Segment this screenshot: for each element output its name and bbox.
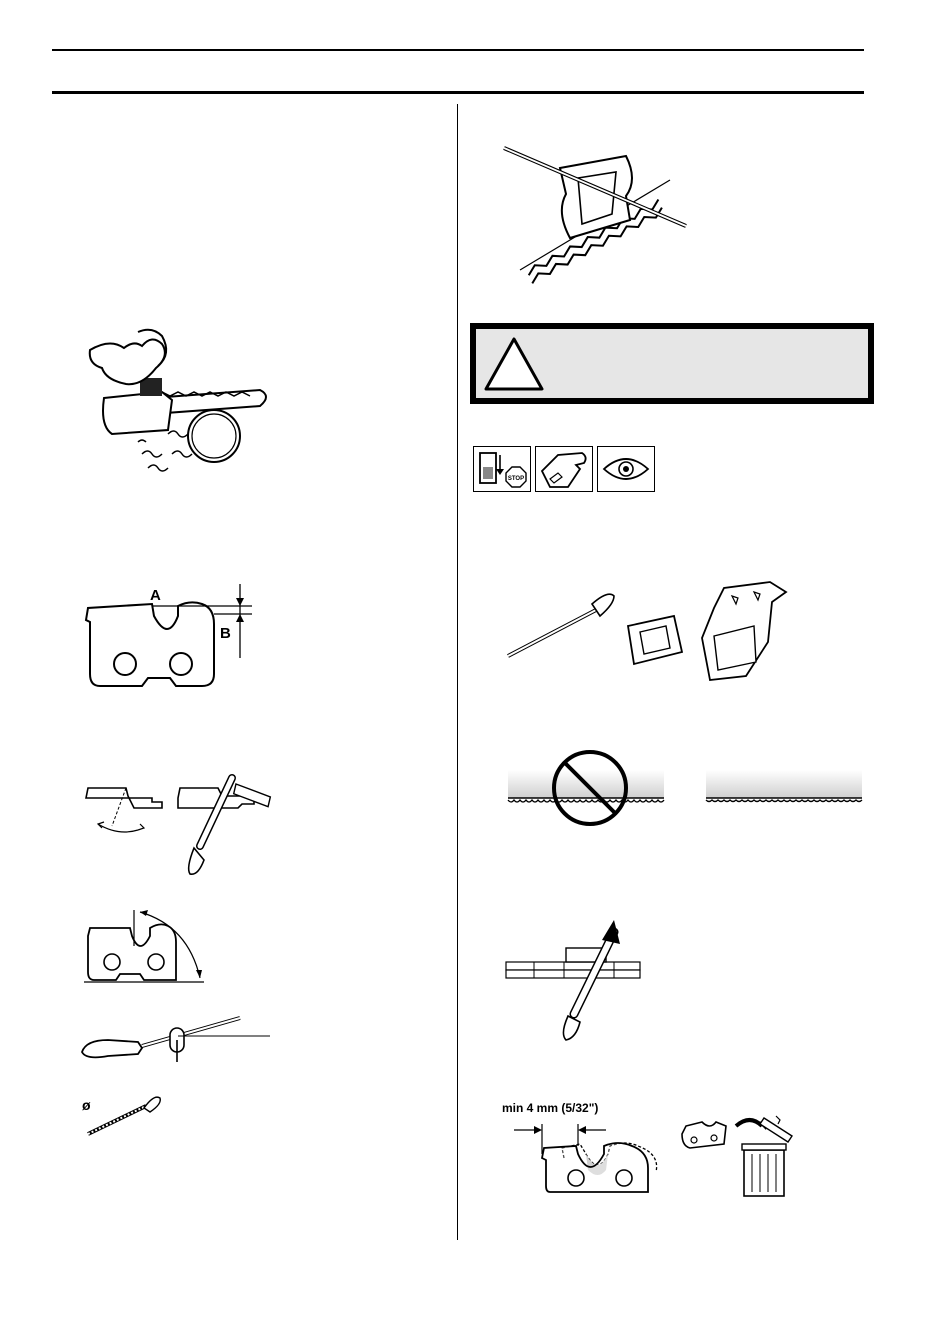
cutter-depth-gauge-diagram (78, 582, 268, 694)
stop-engine-icon (473, 446, 531, 492)
file-with-holder-illustration (80, 1010, 270, 1070)
column-divider (457, 104, 458, 1240)
header-rule-top (52, 49, 864, 51)
protective-gloves-icon (535, 446, 593, 492)
warning-box (470, 323, 874, 404)
diameter-symbol: ø (82, 1097, 91, 1113)
incorrect-file-guide-illustration (500, 140, 700, 280)
stop-sign-text: STOP (507, 476, 525, 482)
cutter-side-angle-diagram (84, 906, 214, 986)
warning-triangle-icon (484, 337, 544, 393)
filing-angle-diagram (82, 764, 282, 884)
chain-surface-comparison (508, 752, 864, 832)
label-b: B (220, 625, 231, 642)
discard-cutter-illustration (680, 1112, 800, 1198)
header-rule-bottom (52, 91, 864, 94)
chainsaw-cutting-illustration (82, 330, 272, 480)
minimum-cutter-wear-diagram (510, 1118, 670, 1202)
eye-protection-icon (597, 446, 655, 492)
depth-gauge-filing-illustration (504, 918, 644, 1040)
min-wear-label: min 4 mm (5/32") (502, 1101, 599, 1115)
filing-tools-illustration (504, 582, 804, 692)
round-file-diameter-illustration (80, 1090, 170, 1140)
label-a: A (150, 587, 161, 604)
